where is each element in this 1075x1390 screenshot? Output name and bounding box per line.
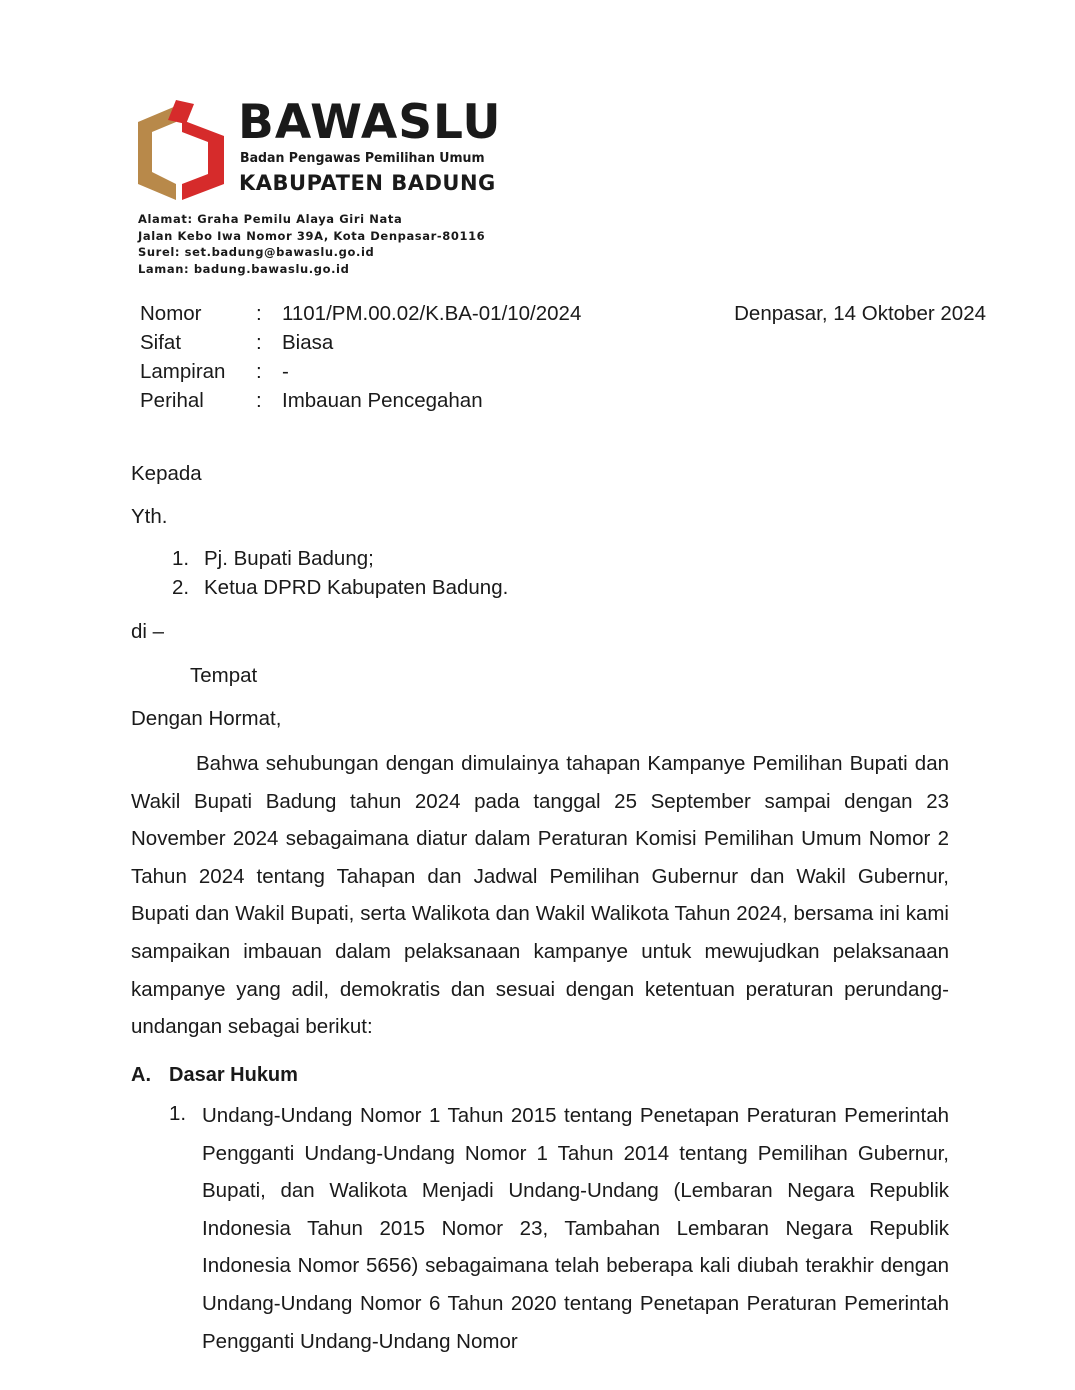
email-line: Surel: set.badung@bawaslu.go.id	[138, 245, 375, 259]
address-line-1: Alamat: Graha Pemilu Alaya Giri Nata	[138, 212, 403, 226]
list-item-text: Ketua DPRD Kabupaten Badung.	[204, 576, 509, 599]
meta-value: Biasa	[282, 331, 334, 354]
meta-value: 1101/PM.00.02/K.BA-01/10/2024	[282, 302, 582, 325]
meta-value: -	[282, 360, 289, 383]
section-heading	[131, 1064, 298, 1087]
meta-label: Lampiran	[140, 360, 226, 383]
list-item-number: 1.	[172, 547, 190, 570]
addressee-place: Tempat	[190, 664, 258, 687]
addressee-to: Kepada	[131, 462, 202, 485]
list-item-number: 2.	[172, 576, 190, 599]
meta-label: Perihal	[140, 389, 204, 412]
website-line: Laman: badung.bawaslu.go.id	[138, 261, 350, 276]
body-paragraph: Bahwa sehubungan dengan dimulainya tahapan Kampanye Pemilihan Bupati dan Wakil Bupati Badung tahun 2024 pada tanggal 25 September sampai dengan 23 November 2024 sebagaimana diatur dalam Peraturan Komisi Pemilihan Umum Nomor 2 Tahun 2024 tentang Tahapan dan Jadwal Pemilihan Gubernur dan Wakil Gubernur, Bupati dan Wakil Bupati, serta Walikota dan Wakil Walikota Tahun 2024, bersama ini kami sampaikan imbauan dalam pelaksanaan kampanye untuk mewujudkan pelaksanaan kampanye yang adil, demokratis dan sesuai dengan ketentuan peraturan perundang-undangan sebagai berikut:	[131, 752, 949, 1039]
meta-colon: :	[256, 302, 262, 325]
meta-value: Imbauan Pencegahan	[282, 389, 483, 412]
meta-colon: :	[256, 389, 262, 412]
meta-colon: :	[256, 331, 262, 354]
org-name: BAWASLU	[238, 95, 502, 150]
meta-label: Nomor	[140, 302, 202, 325]
contact-block	[138, 211, 485, 277]
meta-colon: :	[256, 360, 262, 383]
legal-basis-number: 1.	[169, 1102, 187, 1125]
addressee-honorific: Yth.	[131, 505, 168, 528]
section-letter: A.	[131, 1064, 151, 1086]
list-item-text: Pj. Bupati Badung;	[204, 547, 374, 570]
org-region: KABUPATEN BADUNG	[239, 171, 496, 195]
salutation: Dengan Hormat,	[131, 707, 282, 730]
letter-date: Denpasar, 14 Oktober 2024	[734, 302, 986, 325]
section-title: Dasar Hukum	[169, 1064, 298, 1086]
org-full-name: Badan Pengawas Pemilihan Umum	[240, 150, 485, 166]
addressee-di: di –	[131, 620, 165, 643]
address-line-2: Jalan Kebo Iwa Nomor 39A, Kota Denpasar-80116	[138, 228, 486, 243]
legal-basis-text: Undang-Undang Nomor 1 Tahun 2015 tentang Penetapan Peraturan Pemerintah Pengganti Undang-Undang Nomor 1 Tahun 2014 tentang Pemilihan Gubernur, Bupati, dan Walikota Menjadi Undang-Undang (Lembaran Negara Republik Indonesia Tahun 2015 Nomor 23, Tambahan Lembaran Negara Republik Indonesia Nomor 5656) sebagaimana telah beberapa kali diubah terakhir dengan Undang-Undang Nomor 6 Tahun 2020 tentang Penetapan Peraturan Pemerintah Pengganti Undang-Undang Nomor	[202, 1104, 949, 1353]
bawaslu-logo	[136, 100, 226, 200]
meta-label: Sifat	[140, 331, 182, 354]
